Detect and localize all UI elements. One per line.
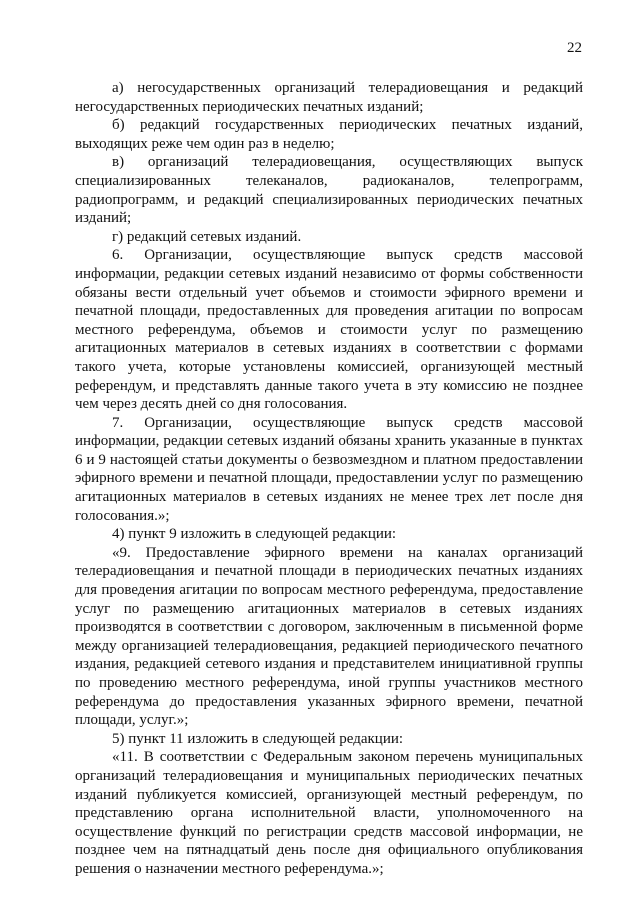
paragraph-item-b: б) редакций государственных периодических печатных изданий, выходящих реже чем один раз в неделю; — [75, 117, 583, 152]
paragraph-clause-11: «11. В соответствии с Федеральным законом перечень муниципальных организаций телерадиовещания и муниципальных периодических печатных изданий публикуется комиссией, организующей местный референдум, по представлению органа исполнительной власти, уполномоченного на осуществление функций по регистрации средств массовой информации, не позднее чем на пятнадцатый день после дня официального опубликования решения о назначении местного референдума.»; — [75, 749, 583, 877]
paragraph-clause-6: 6. Организации, осуществляющие выпуск средств массовой информации, редакции сетевых изданий независимо от формы собственности обязаны вести отдельный учет объемов и стоимости эфирного времени и печатной площади, предоставленных для проведения агитации по вопросам местного референдума, объемов и стоимости услуг по размещению агитационных материалов в сетевых изданиях в соответствии с формами такого учета, которые установлены комиссией, организующей местный референдум, и представлять данные такого учета в эту комиссию не позднее чем через десять дней со дня голосования. — [75, 247, 583, 413]
paragraph-amendment-5: 5) пункт 11 изложить в следующей редакции: — [112, 730, 404, 747]
page-number: 22 — [567, 40, 582, 56]
paragraph-amendment-4: 4) пункт 9 изложить в следующей редакции: — [112, 526, 397, 543]
paragraph-item-v: в) организаций телерадиовещания, осуществляющих выпуск специализированных телеканалов, радиоканалов, телепрограмм, радиопрограмм, и редакций специализированных периодических печатных изданий; — [75, 154, 583, 227]
paragraph-clause-9: «9. Предоставление эфирного времени на каналах организаций телерадиовещания и печатной площади в периодических печатных изданиях для проведения агитации по вопросам местного референдума, предоставление услуг по размещению агитационных материалов в сетевых изданиях производятся в соответствии с договором, заключенным в письменной форме между организацией телерадиовещания, редакцией периодического печатного издания, редакцией сетевого издания и представителем инициативной группы по проведению местного референдума, иной группы участников местного референдума до предоставления указанных эфирного времени, печатной площади, услуг.»; — [75, 544, 583, 729]
paragraph-item-a: а) негосударственных организаций телерадиовещания и редакций негосударственных периодических печатных изданий; — [75, 80, 583, 115]
document-body — [75, 79, 583, 879]
paragraph-item-g: г) редакций сетевых изданий. — [112, 228, 302, 245]
paragraph-clause-7: 7. Организации, осуществляющие выпуск средств массовой информации, редакции сетевых изданий обязаны хранить указанные в пунктах 6 и 9 настоящей статьи документы о безвозмездном и платном предоставлении эфирного времени и печатной площади, предоставлении услуг по размещению агитационных материалов в сетевых изданиях не менее трех лет после дня голосования.»; — [75, 414, 583, 524]
